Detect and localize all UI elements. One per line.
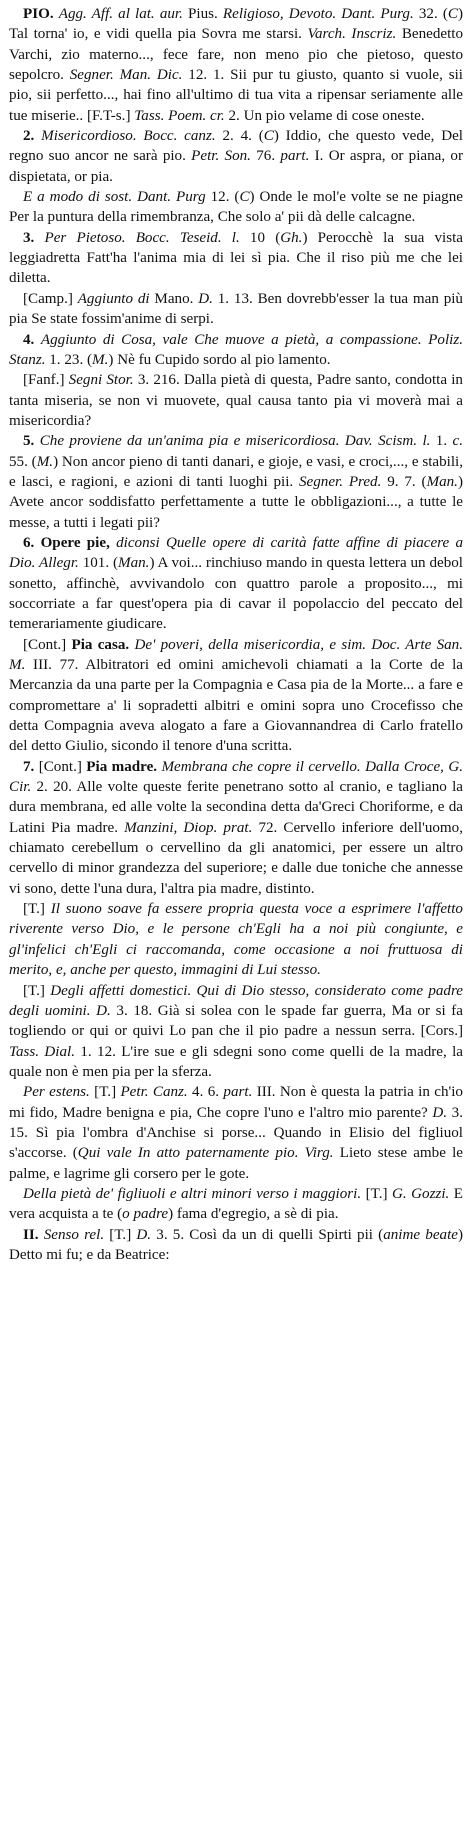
sense-4-compassione: 4. Aggiunto di Cosa, vale Che muove a pietà, a compassione. Poliz. Stanz. 1. 23. (M.) Nè fu Cupido sordo al pio lamento. bbox=[9, 331, 463, 368]
sense-5-misericordiosa: 5. Che proviene da un'anima pia e misericordiosa. Dav. Scism. l. 1. c. 55. (M.) Non ancor pieno di tanti danari, e gioje, e vasi, e croci,..., e stabili, e lasci, e ragioni, e azioni di tanti luoghi pii. Segner. Pred. 9. 7. (Man.) Avete ancor soddisfatto perfettamente a tutte le obbligazioni..., a tutte le messe, a tutti i legati pii? bbox=[9, 433, 463, 531]
note-affetti-domestici: [T.] Degli affetti domestici. Qui di Dio stesso, considerato come padre degli uomini. D. 3. 18. Già si solea con le spade far guerra, Ma or si fa togliendo or qui or quivi Lo pan che il pio padre a nessun serra. [Cors.] Tass. Dial. 1. 12. L'ire sue e gli sdegni sono come quelli de la madre, la quale non è men pia per la sferza. bbox=[9, 982, 463, 1080]
sense-2-misericordioso: 2. Misericordioso. Bocc. canz. 2. 4. (C) Iddio, che questo vede, Del regno suo ancor ne sarà pio. Petr. Son. 76. part. I. Or aspra, or piana, or dispietata, or pia. bbox=[9, 128, 463, 185]
sense-ii-religioso: II. Senso rel. [T.] D. 3. 5. Così da un di quelli Spirti pii (anime beate) Detto mi fu; e da Beatrice: bbox=[9, 1226, 463, 1263]
sense-3-mano: [Camp.] Aggiunto di Mano. D. 1. 13. Ben dovrebb'esser la tua man più pia Se state fossim'anime di serpi. bbox=[9, 290, 463, 328]
note-pieta-figliuoli: Della pietà de' figliuoli e altri minori verso i maggiori. [T.] G. Gozzi. E vera acquista a te (o padre) fama d'egregio, a sè di pia. bbox=[9, 1185, 463, 1223]
sense-6-pia-casa: [Cont.] Pia casa. De' poveri, della misericordia, e sim. Doc. Arte San. M. III. 77. Albitratori ed omini amichevoli chiamati a la Corte de la Mercanzia da una parte per la Compagnia e Casa pia de la Morte... a fare e compromettare a' li sopradetti albitri e omini sopra uno Crocefisso che detta Compagnia aveva alogato a fare a Giovannandrea di Carlo fratello del detto Giulio, sicondo il tenore d'una scritta. bbox=[9, 636, 463, 755]
sense-2-noun-use: E a modo di sost. Dant. Purg 12. (C) Onde le mol'e volte se ne piagne Per la puntura della rimembranza, Che solo a' pii dà delle calcagne. bbox=[9, 189, 463, 226]
note-suono-soave: [T.] Il suono soave fa essere propria questa voce a esprimere l'affetto riverente verso Dio, e le persone ch'Egli ha a noi più congiunte, e gl'infelici ch'Egli ci raccomanda, come occasione a noi fruttuosa di merito, e, anche per questo, immagini di Lui stesso. bbox=[9, 901, 463, 979]
entry-pio-headword: PIO. Agg. Aff. al lat. aur. Pius. Religioso, Devoto. Dant. Purg. 32. (C) Tal torna' io, e vidi quella pia Sovra me starsi. Varch. Inscriz. Benedetto Varchi, zio materno..., fece fare, non meno pio che pietoso, questo sepolcro. Segner. Man. Dic. 12. 1. Sii pur tu giusto, quanto si vuole, sii pio, sii perfetto..., hai fino all'ultimo di tua vita a ripensar seriamente alle tue miserie.. [F.T-s.] Tass. Poem. cr. 2. Un pio velame di cose oneste. bbox=[9, 6, 464, 124]
sense-3-pietoso: 3. Per Pietoso. Bocc. Teseid. l. 10 (Gh.) Perocchè la sua vista leggiadretta Fatt'ha l'anima mia di lei sì pia. Che il riso più me che lei diletta. bbox=[9, 229, 464, 287]
sense-4-segni-quote: [Fanf.] Segni Stor. 3. 216. Dalla pietà di questa, Padre santo, condotta in tanta miseria, se non vi muovete, qual causa tanto pia vi moverà mai a misericordia? bbox=[9, 372, 463, 429]
sense-6-opere-pie: 6. Opere pie, diconsi Quelle opere di carità fatte affine di piacere a Dio. Allegr. 101. (Man.) A voi... rinchiuso mando in questa lettera un debol sonetto, affinchè, avvivandolo con quattro parole a proposito..., mi soccorriate a far quest'opera pia di cavar il popolaccio del peccato del temerariamente giudicare. bbox=[9, 534, 463, 633]
sense-7-pia-madre: 7. [Cont.] Pia madre. Membrana che copre il cervello. Dalla Croce, G. Cir. 2. 20. Alle volte queste ferite penetrano sotto al cranio, e tagliano la dura membrana, ed alle volte la secondina detta da'Greci Choriforme, e da Latini Pia madre. Manzini, Diop. prat. 72. Cervello inferiore dell'uomo, chiamato cerebellum o cervellino da gli anatomici, per essere un altro cervello di minor grandezza del superiore; e dalle due toniche che annesse vi sono, dette l'una dura, l'altra pia madre, distinto. bbox=[9, 758, 464, 897]
note-per-estensione: Per estens. [T.] Petr. Canz. 4. 6. part. III. Non è questa la patria in ch'io mi fido, Madre benigna e pia, Che copre l'uno e l'altro mio parente? D. 3. 15. Sì pia l'ombra d'Anchise si porse... Quando in Elisio del figliuol s'accorse. (Qui vale In atto paternamente pio. Virg. Lieto stese ambe le palme, e lagrime gli corsero per le gote. bbox=[9, 1084, 463, 1182]
